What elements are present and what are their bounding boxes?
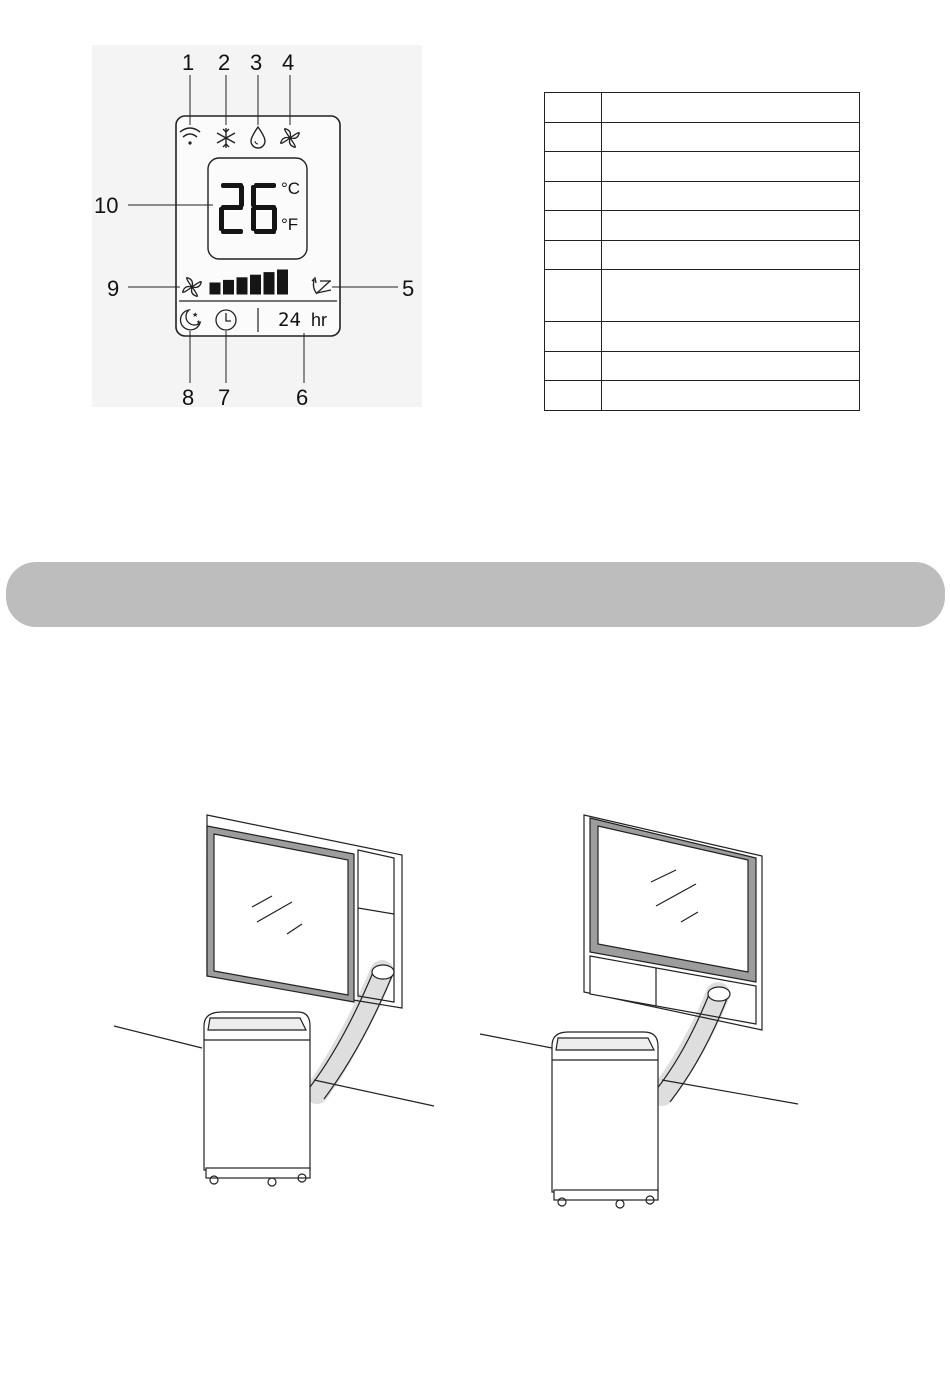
legend-table xyxy=(544,92,860,411)
section-banner xyxy=(6,562,945,627)
legend-number-cell xyxy=(545,351,602,381)
callout-3: 3 xyxy=(250,50,263,75)
legend-number-cell xyxy=(545,381,602,411)
callout-1: 1 xyxy=(182,50,195,75)
legend-description-cell xyxy=(602,211,860,241)
legend-description-cell xyxy=(602,381,860,411)
sliding-window-installation xyxy=(112,812,442,1190)
fan-speed-bar xyxy=(224,280,234,294)
callout-8: 8 xyxy=(182,385,195,410)
unit-fahrenheit: °F xyxy=(281,215,299,234)
legend-description-cell xyxy=(602,322,860,352)
legend-row xyxy=(545,240,860,270)
callout-7: 7 xyxy=(218,385,231,410)
legend-description-cell xyxy=(602,270,860,322)
fan-speed-bar xyxy=(251,275,261,294)
legend-row xyxy=(545,181,860,211)
legend-number-cell xyxy=(545,181,602,211)
legend-row xyxy=(545,122,860,152)
legend-number-cell xyxy=(545,240,602,270)
legend-number-cell xyxy=(545,211,602,241)
callout-10: 10 xyxy=(94,193,119,218)
legend-row xyxy=(545,211,860,241)
svg-text:★: ★ xyxy=(196,319,202,326)
legend-row xyxy=(545,152,860,182)
legend-number-cell xyxy=(545,270,602,322)
legend-description-cell xyxy=(602,351,860,381)
timer-unit: hr xyxy=(311,310,328,330)
legend-row xyxy=(545,322,860,352)
display-diagram xyxy=(92,45,422,410)
unit-celsius: °C xyxy=(281,179,301,198)
callout-5: 5 xyxy=(402,276,415,301)
legend-number-cell xyxy=(545,152,602,182)
legend-description-cell xyxy=(602,122,860,152)
legend-row xyxy=(545,381,860,411)
legend-number-cell xyxy=(545,122,602,152)
legend-row xyxy=(545,93,860,123)
svg-text:★: ★ xyxy=(192,311,199,319)
legend-description-cell xyxy=(602,93,860,123)
legend-description-cell xyxy=(602,181,860,211)
fan-speed-bar xyxy=(278,270,288,294)
callout-6: 6 xyxy=(296,385,309,410)
callout-9: 9 xyxy=(107,276,120,301)
fan-speed-bar xyxy=(210,283,220,294)
timer-value: 24 xyxy=(278,309,301,331)
legend-row xyxy=(545,351,860,381)
display-diagram-svg xyxy=(92,45,422,407)
legend-description-cell xyxy=(602,240,860,270)
callout-4: 4 xyxy=(282,50,295,75)
legend-description-cell xyxy=(602,152,860,182)
legend-number-cell xyxy=(545,93,602,123)
legend-number-cell xyxy=(545,322,602,352)
legend-row xyxy=(545,270,860,322)
callout-2: 2 xyxy=(218,50,231,75)
fan-speed-bar xyxy=(264,273,274,294)
fan-speed-bar xyxy=(237,278,247,294)
hung-window-installation xyxy=(476,812,806,1212)
